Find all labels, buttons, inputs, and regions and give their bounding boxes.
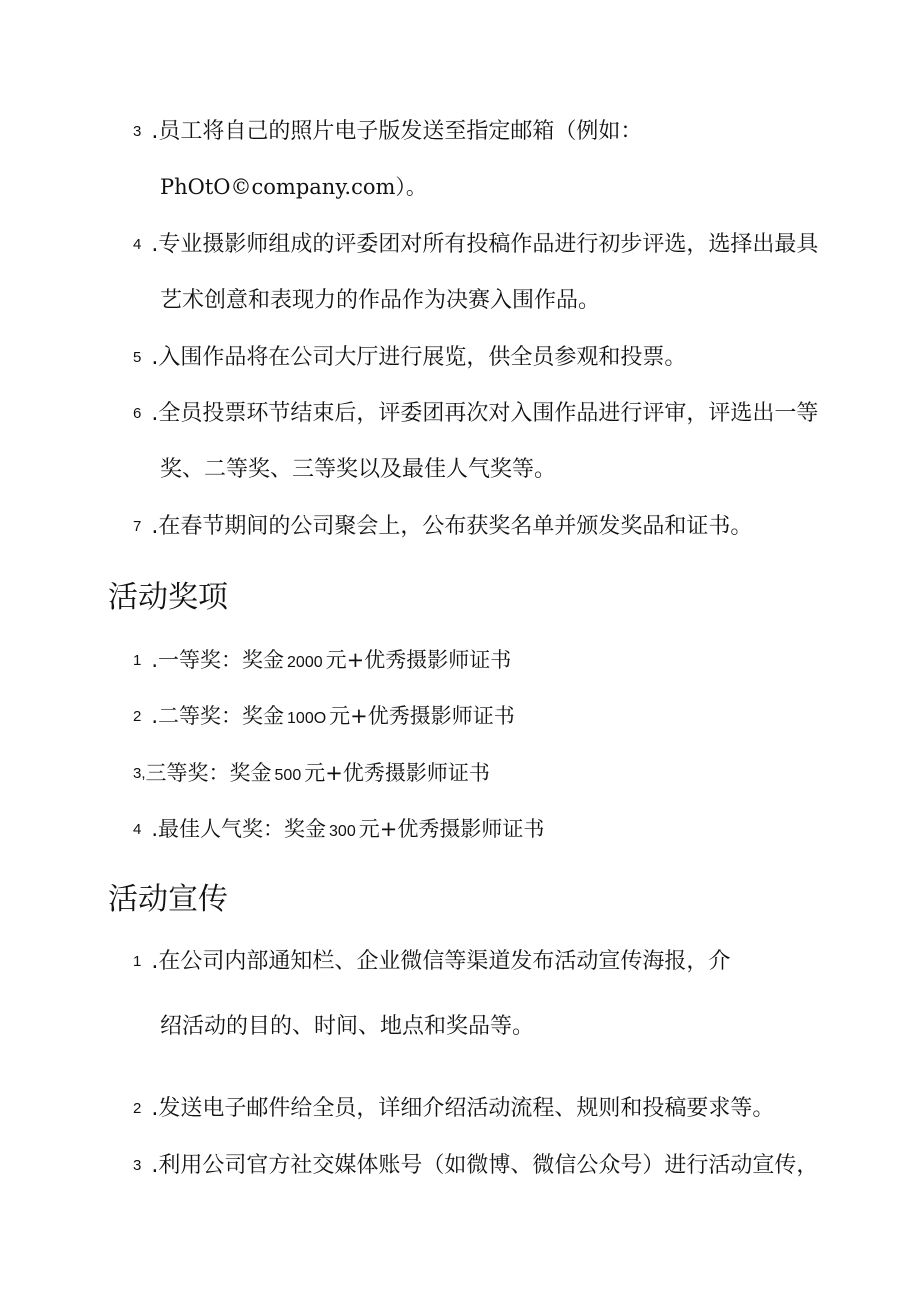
process-item-4-continuation [160,287,600,315]
promotion-item-1 [133,948,730,976]
item-number: 3, [133,765,146,782]
item-text: .员工将自己的照片电子版发送至指定邮箱（例如： [151,119,643,144]
item-text-cont: 奖、二等奖、三等奖以及最佳人气奖等。 [160,457,557,482]
promotion-item-2 [133,1095,774,1123]
item-text-cont: 艺术创意和表现力的作品作为决赛入围作品。 [160,288,601,313]
item-number: 6 [133,405,142,422]
award-label: .二等奖：奖金 [151,704,285,728]
item-number: 7 [133,518,142,535]
item-text-cont: 绍活动的目的、时间、地点和奖品等。 [160,1014,535,1039]
process-item-6 [133,400,818,428]
item-number: 2 [133,708,142,725]
award-item-2 [133,702,515,733]
item-number: 2 [133,1100,142,1117]
item-text: .全员投票环节结束后，评委团再次对入围作品进行评审，评选出一等 [151,401,819,426]
award-amount: 2000 [287,654,323,671]
item-number: 1 [133,953,142,970]
promotion-item-3 [133,1152,818,1180]
award-amount: 100O [287,710,327,727]
item-text: .专业摄影师组成的评委团对所有投稿作品进行初步评选，选择出最具 [151,232,819,257]
email-example: PhOtO©company.com）。 [160,175,427,199]
award-item-4 [133,815,544,846]
item-number: 1 [133,652,142,669]
item-text: .利用公司官方社交媒体账号（如微博、微信公众号）进行活动宣传， [151,1153,819,1178]
item-text: .在春节期间的公司聚会上，公布获奖名单并颁发奖品和证书。 [151,514,753,539]
item-text: .在公司内部通知栏、企业微信等渠道发布活动宣传海报，介 [151,949,731,974]
process-item-3-continuation [160,173,427,201]
process-item-6-continuation [160,456,556,484]
award-prize: 元+优秀摄影师证书 [304,761,490,785]
process-item-4 [133,231,818,259]
item-number: 4 [133,821,142,838]
item-number: 4 [133,236,142,253]
promotion-item-1-continuation [160,1013,534,1041]
award-prize: 元+优秀摄影师证书 [329,704,515,728]
award-label: .最佳人气奖：奖金 [151,817,327,841]
award-label: .一等奖：奖金 [151,648,285,672]
award-prize: 元+优秀摄影师证书 [325,648,512,672]
section-heading-promotion: 活动宣传 [108,882,228,917]
item-text: .入围作品将在公司大厅进行展览，供全员参观和投票。 [151,345,687,370]
award-label: 三等奖：奖金 [145,761,272,785]
award-amount: 300 [329,823,356,840]
process-item-5 [133,344,686,372]
item-text: .发送电子邮件给全员，详细介绍活动流程、规则和投稿要求等。 [151,1096,775,1121]
item-number: 5 [133,349,142,366]
award-item-3 [133,759,490,790]
award-prize: 元+优秀摄影师证书 [358,817,545,841]
section-heading-awards: 活动奖项 [108,580,228,615]
item-number: 3 [133,123,142,140]
process-item-7 [133,513,752,541]
process-item-3 [133,118,642,146]
award-amount: 500 [274,767,302,784]
item-number: 3 [133,1157,142,1174]
award-item-1 [133,646,511,677]
